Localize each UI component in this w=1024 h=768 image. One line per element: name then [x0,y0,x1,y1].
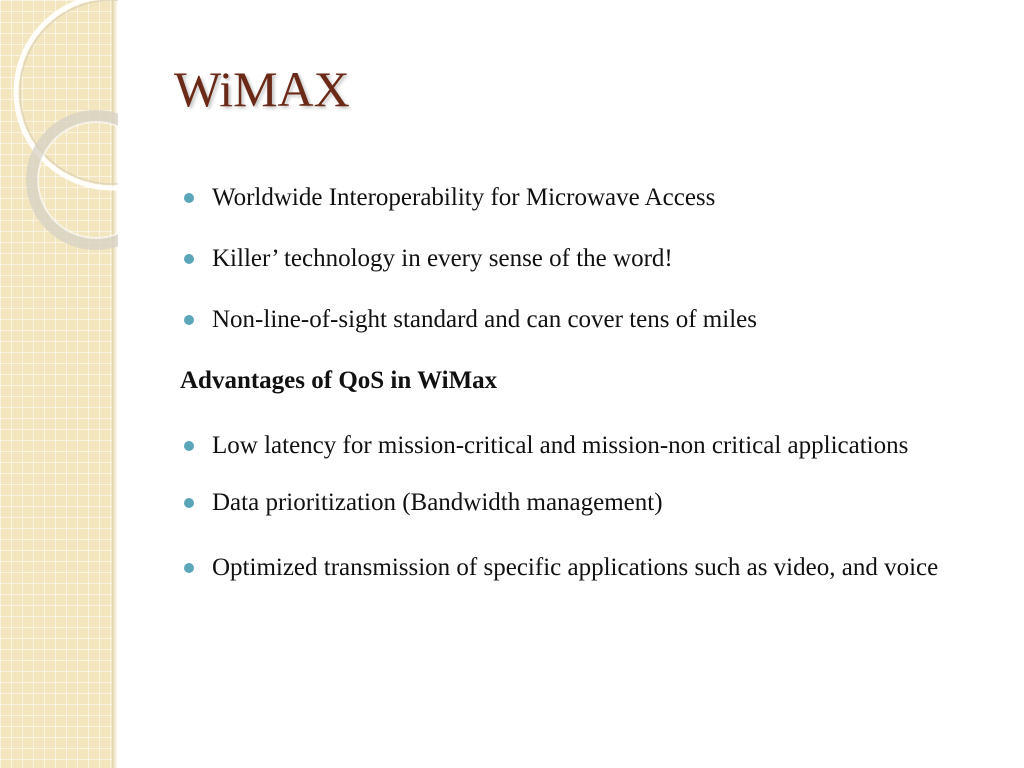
bullet-text: Data prioritization (Bandwidth management) [212,489,663,516]
bullet-item [180,481,960,525]
bullet-item [180,237,960,281]
ring-decoration-icon [0,0,118,260]
round-bullet-icon [184,254,194,264]
slide-title: WiMAX [174,61,350,117]
bullet-text: Killer’ technology in every sense of the word! [212,245,673,272]
bullet-text: Optimized transmission of specific applications such as video, and voice [212,554,939,581]
bullet-item [180,298,960,342]
advantages-bullet-list [180,420,960,594]
bullet-text: Non-line-of-sight standard and can cover tens of miles [212,306,757,333]
bullet-item [180,420,960,472]
round-bullet-icon [184,315,194,325]
slide-content [180,176,960,603]
round-bullet-icon [184,193,194,203]
bullet-item [180,542,960,594]
round-bullet-icon [184,563,194,573]
bullet-text: Low latency for mission-critical and mission-non critical applications [212,432,909,459]
bullet-item [180,176,960,220]
round-bullet-icon [184,441,194,451]
section-subheading: Advantages of QoS in WiMax [180,367,498,394]
intro-bullet-list [180,176,960,342]
bullet-text: Worldwide Interoperability for Microwave Access [212,184,716,211]
round-bullet-icon [184,498,194,508]
